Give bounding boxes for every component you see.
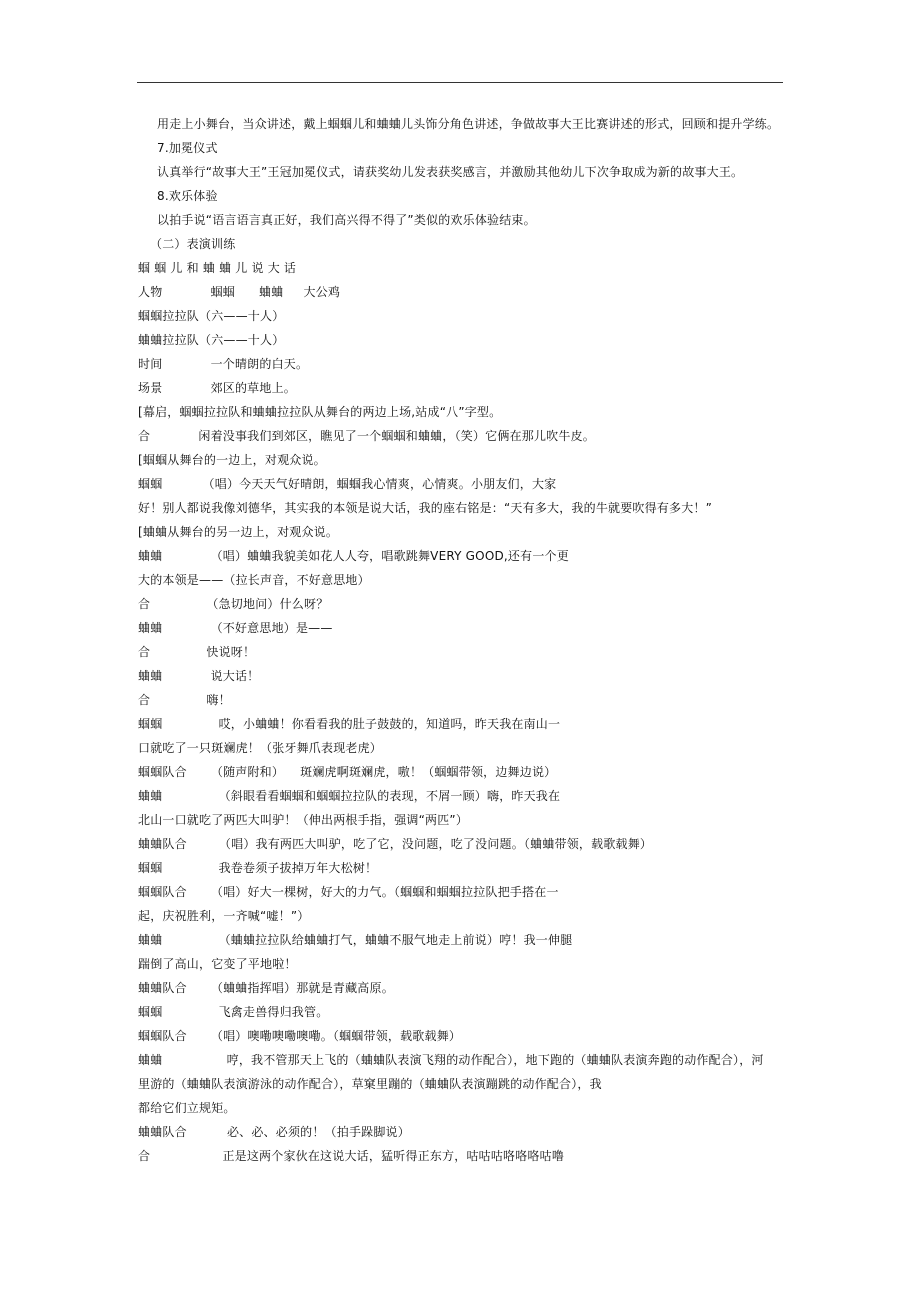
text-line: 合 正是这两个家伙在这说大话，猛听得正东方，咕咕咕咯咯咯咕噜: [138, 1149, 565, 1163]
section-heading: 8.欢乐体验: [157, 189, 218, 203]
text-line: [蛐蛐从舞台的另一边上，对观众说。: [138, 525, 339, 539]
text-line: 好！别人都说我像刘德华，其实我的本领是说大话，我的座右铭是：“天有多大，我的牛就要吹得有多大！”: [138, 501, 713, 515]
section-heading: 7.加冕仪式: [157, 141, 218, 155]
text-line: [蝈蝈从舞台的一边上，对观众说。: [138, 453, 326, 467]
text-line: 踹倒了高山，它变了平地啦！: [138, 957, 297, 971]
text-line: 蝈蝈队合 （唱）噢嘞噢嘞噢嘞。（蝈蝈带领，载歌载舞）: [138, 1029, 462, 1043]
text-line: 场景 郊区的草地上。: [138, 381, 296, 395]
text-line: 蝈蝈 飞禽走兽得归我管。: [138, 1005, 329, 1019]
text-line: 蝈蝈 我卷卷须子拔掉万年大松树！: [138, 861, 378, 875]
text-line: 合 闲着没事我们到郊区，瞧见了一个蝈蝈和蛐蛐，（笑）它俩在那儿吹牛皮。: [138, 429, 595, 443]
text-line: 里游的（蛐蛐队表演游泳的动作配合），草窠里蹦的（蛐蛐队表演蹦跳的动作配合），我: [138, 1077, 602, 1091]
text-line: 蛐蛐 哼，我不管那天上飞的（蛐蛐队表演飞翔的动作配合），地下跑的（蛐蛐队表演奔跑的动作配合），河: [138, 1053, 764, 1067]
text-line: 蛐蛐队合 （蛐蛐指挥唱）那就是青藏高原。: [138, 981, 394, 995]
text-line: 都给它们立规矩。: [138, 1101, 236, 1115]
text-line: 合 嗨！: [138, 693, 231, 707]
text-line: 北山一口就吃了两匹大叫驴！（伸出两根手指，强调“两匹”）: [138, 813, 469, 827]
text-line: 以拍手说“语言语言真正好，我们高兴得不得了”类似的欢乐体验结束。: [157, 213, 536, 227]
text-line: 蝈蝈队合 （随声附和） 斑斓虎啊斑斓虎，嗷！（蝈蝈带领，边舞边说）: [138, 765, 557, 779]
text-line: 合 （急切地问）什么呀？: [138, 597, 329, 611]
text-line: 蛐蛐 （蛐蛐拉拉队给蛐蛐打气，蛐蛐不服气地走上前说）哼！我一伸腿: [138, 933, 573, 947]
text-line: 大的本领是——（拉长声音，不好意思地）: [138, 573, 370, 587]
text-line: 蝈蝈 （唱）今天天气好晴朗，蝈蝈我心情爽，心情爽。小朋友们，大家: [138, 477, 557, 491]
text-line: 蛐蛐 （不好意思地）是——: [138, 621, 333, 635]
text-line: [幕启，蝈蝈拉拉队和蛐蛐拉拉队从舞台的两边上场,站成“八”字型。: [138, 405, 502, 419]
text-line: 口就吃了一只斑斓虎！（张牙舞爪表现老虎）: [138, 741, 383, 755]
text-line: 蛐蛐拉拉队（六——十人）: [138, 333, 285, 347]
text-line: 合 快说呀！: [138, 645, 256, 659]
play-title: 蝈 蝈 儿 和 蛐 蛐 儿 说 大 话: [138, 261, 297, 275]
text-line: 蛐蛐队合 （唱）我有两匹大叫驴，吃了它，没问题，吃了没问题。（蛐蛐带领，载歌载舞）: [138, 837, 653, 851]
text-line: 人物 蝈蝈 蛐蛐 大公鸡: [138, 285, 341, 299]
text-line: 蝈蝈队合 （唱）好大一棵树，好大的力气。（蝈蝈和蝈蝈拉拉队把手搭在一: [138, 885, 559, 899]
text-line: 蛐蛐队合 必、必、必须的！（拍手跺脚说）: [138, 1125, 410, 1139]
text-line: 蛐蛐 （唱）蛐蛐我貌美如花人人夸，唱歌跳舞VERY GOOD,还有一个更: [138, 549, 569, 563]
text-line: 用走上小舞台，当众讲述，戴上蝈蝈儿和蛐蛐儿头饰分角色讲述，争做故事大王比赛讲述的形式，回顾和提升学练。: [157, 117, 780, 131]
text-line: 时间 一个晴朗的白天。: [138, 357, 309, 371]
text-line: 起，庆祝胜利，一齐喊“嘘！”）: [138, 909, 310, 923]
text-line: 认真举行“故事大王”王冠加冕仪式，请获奖幼儿发表获奖感言，并激励其他幼儿下次争取成为新的故事大王。: [157, 165, 744, 179]
text-line: 蝈蝈拉拉队（六——十人）: [138, 309, 285, 323]
text-line: 蛐蛐 （斜眼看看蝈蝈和蝈蝈拉拉队的表现，不屑一顾）嗨，昨天我在: [138, 789, 561, 803]
text-line: 蝈蝈 哎，小蛐蛐！你看看我的肚子鼓鼓的，知道吗，昨天我在南山一: [138, 717, 561, 731]
section-heading: （二）表演训练: [150, 237, 236, 251]
header-rule: [137, 82, 783, 83]
text-line: 蛐蛐 说大话！: [138, 669, 260, 683]
